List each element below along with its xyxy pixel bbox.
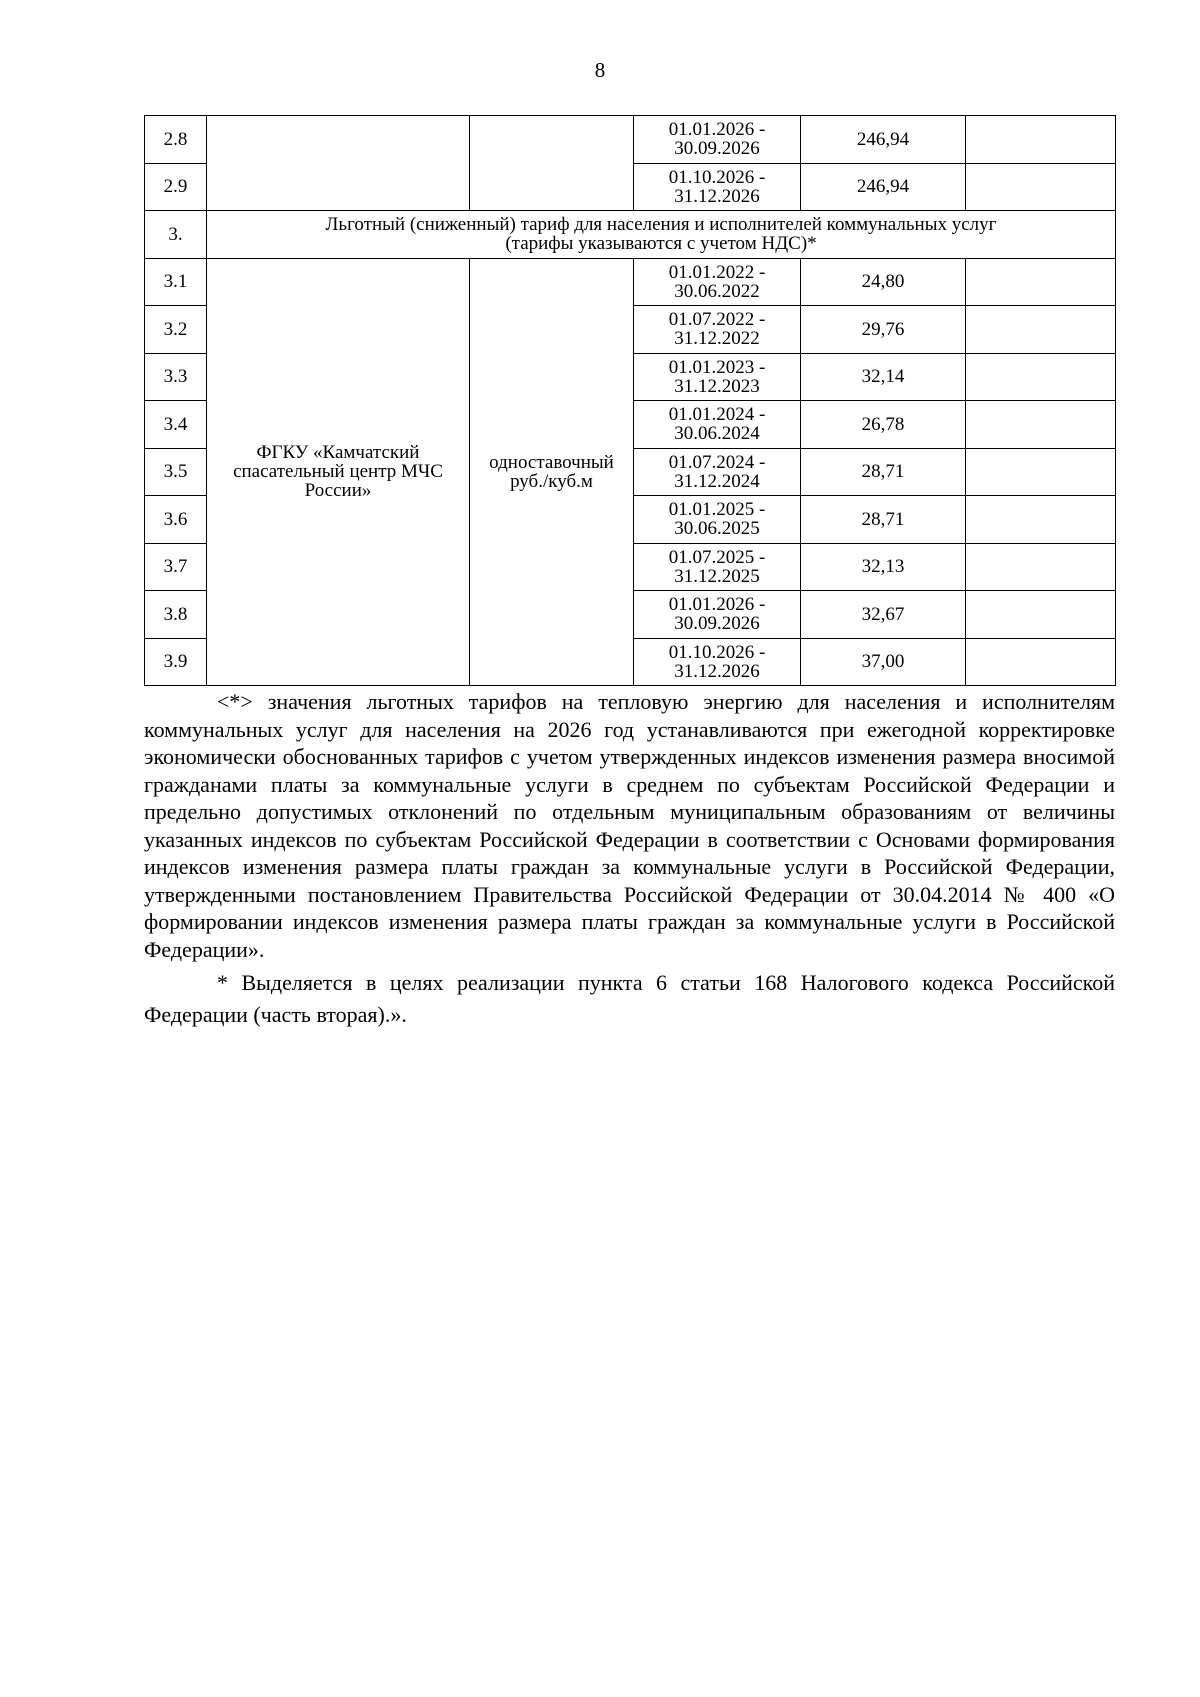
empty-cell — [966, 306, 1116, 354]
row-number: 3.3 — [145, 353, 207, 401]
organization-cell: ФГКУ «Камчатский спасательный центр МЧС России» — [207, 258, 470, 686]
period-cell: 01.10.2026 - 31.12.2026 — [634, 163, 801, 211]
empty-cell — [966, 591, 1116, 639]
period-cell: 01.07.2022 - 31.12.2022 — [634, 306, 801, 354]
period-cell: 01.01.2026 - 30.09.2026 — [634, 116, 801, 164]
empty-cell — [966, 496, 1116, 544]
tariff-value: 28,71 — [801, 448, 966, 496]
tariff-value: 32,67 — [801, 591, 966, 639]
section-header-row — [145, 211, 1116, 259]
empty-cell — [966, 401, 1116, 449]
empty-cell — [966, 258, 1116, 306]
row-number: 3.1 — [145, 258, 207, 306]
row-number: 3.6 — [145, 496, 207, 544]
period-cell: 01.07.2025 - 31.12.2025 — [634, 543, 801, 591]
tariff-value: 24,80 — [801, 258, 966, 306]
footnote-preferential-tariffs: <*> значения льготных тарифов на тепловую энергию для населения и исполнителям коммунальных услуг для населения на 2026 год устанавливаются при ежегодной корректировке экономически обоснованных тарифов с учетом утвержденных индексов изменения размера вносимой гражданами платы за коммунальные услуги в среднем по субъектам Российской Федерации и предельно допустимых отклонений по отдельным муниципальным образованиям от величины указанных индексов по субъектам Российской Федерации в соответствии с Основами формирования индексов изменения размера платы граждан за коммунальные услуги в Российской Федерации, утвержденными постановлением Правительства Российской Федерации от 30.04.2014 № 400 «О формировании индексов изменения размера платы граждан за коммунальные услуги в Российской Федерации». — [144, 689, 1115, 962]
empty-cell — [966, 163, 1116, 211]
row-number: 3.8 — [145, 591, 207, 639]
period-cell: 01.10.2026 - 31.12.2026 — [634, 638, 801, 686]
period-cell: 01.01.2022 - 30.06.2022 — [634, 258, 801, 306]
tariff-value: 246,94 — [801, 116, 966, 164]
empty-cell — [966, 638, 1116, 686]
tariff-table — [144, 115, 1116, 686]
empty-cell — [966, 353, 1116, 401]
empty-cell — [966, 116, 1116, 164]
section-number: 3. — [145, 211, 207, 259]
page-number: 8 — [594, 58, 606, 82]
tariff-value: 32,13 — [801, 543, 966, 591]
period-cell: 01.01.2023 - 31.12.2023 — [634, 353, 801, 401]
unit-cell: одноставочный руб./куб.м — [470, 258, 634, 686]
footnotes — [144, 688, 1115, 1031]
footnote-vat: * Выделяется в целях реализации пункта 6 статьи 168 Налогового кодекса Российской Федерации (часть вторая).». — [144, 970, 1115, 1027]
tariff-value: 26,78 — [801, 401, 966, 449]
period-cell: 01.01.2026 - 30.09.2026 — [634, 591, 801, 639]
row-number: 3.7 — [145, 543, 207, 591]
tariff-value: 28,71 — [801, 496, 966, 544]
period-cell: 01.01.2024 - 30.06.2024 — [634, 401, 801, 449]
tariff-value: 29,76 — [801, 306, 966, 354]
tariff-value: 37,00 — [801, 638, 966, 686]
section-title: Льготный (сниженный) тариф для населения и исполнителей коммунальных услуг (тарифы указываются с учетом НДС)* — [207, 211, 1116, 259]
organization-cell — [207, 116, 470, 211]
empty-cell — [966, 448, 1116, 496]
row-number: 3.9 — [145, 638, 207, 686]
table-row — [145, 116, 1116, 164]
row-number: 3.5 — [145, 448, 207, 496]
row-number: 3.4 — [145, 401, 207, 449]
period-cell: 01.01.2025 - 30.06.2025 — [634, 496, 801, 544]
tariff-value: 32,14 — [801, 353, 966, 401]
row-number: 2.9 — [145, 163, 207, 211]
unit-cell — [470, 116, 634, 211]
tariff-value: 246,94 — [801, 163, 966, 211]
row-number: 2.8 — [145, 116, 207, 164]
period-cell: 01.07.2024 - 31.12.2024 — [634, 448, 801, 496]
table-row — [145, 258, 1116, 306]
row-number: 3.2 — [145, 306, 207, 354]
empty-cell — [966, 543, 1116, 591]
